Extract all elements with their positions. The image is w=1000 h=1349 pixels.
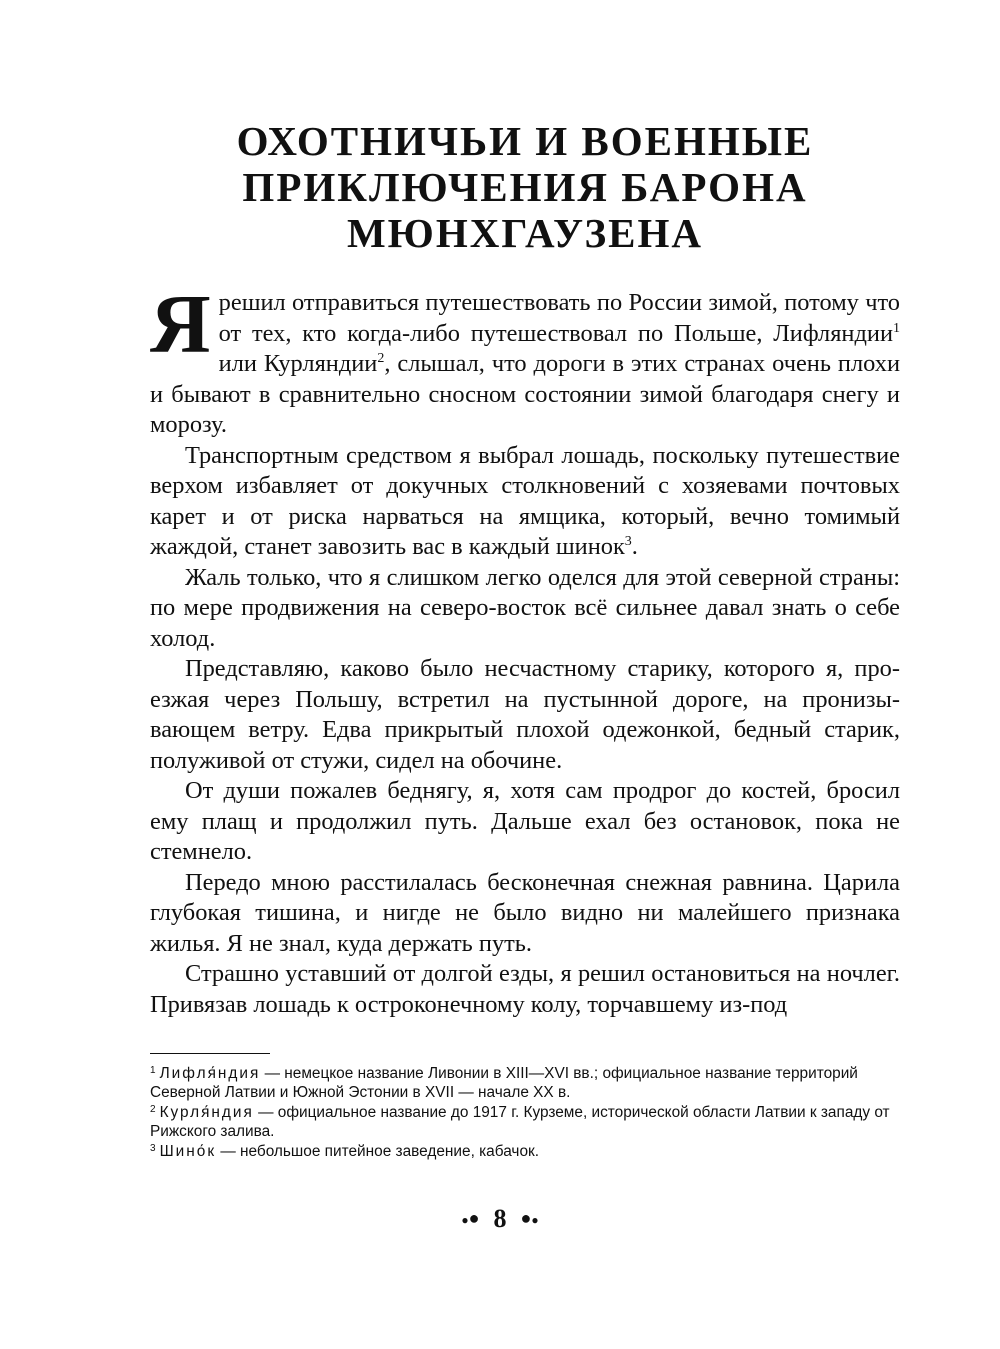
chapter-title	[150, 118, 900, 256]
paragraph-1-text-b: или Курляндии	[218, 350, 378, 377]
footnote-text: — небольшое питейное заведение, кабачок.	[216, 1143, 540, 1160]
footnote-ref-1: 1	[893, 320, 900, 336]
paragraph-1-text-a: решил отправиться путешествовать по России зимой, потому что от тех, кто когда-либо путешествовал по Польше, Лифляндии	[218, 289, 900, 347]
paragraph-7: Страшно уставший от долгой езды, я решил остановиться на ночлег. Привязав лошадь к остроконечному колу, торчавшему из-под	[150, 960, 900, 1018]
paragraph-2-text-a: Транспортным средством я выбрал лошадь, поскольку путешествие верхом избавляет от докучных столкновений с хозяевами почтовых карет и от риска нарваться на ямщика, который, вечно томимый жаждой, станет завозить вас в каждый шинок	[150, 441, 900, 560]
footnote-ref-3: 3	[624, 534, 632, 549]
paragraph-1-text-c: , слышал, что дороги в этих странах очень плохи и бывают в сравнительно сносном состоянии зимой благодаря снегу и морозу.	[150, 350, 900, 438]
footnote-text: — официальное название до 1917 г. Курземе, исторической области Латвии к западу от Рижского залива.	[150, 1104, 890, 1140]
ornament-dots-left-icon: ●●	[461, 1208, 480, 1228]
paragraph-6: Передо мною расстилалась бесконечная снежная равнина. Царила глубокая тишина, и нигде не было видно ни малейшего признака жилья. Я не знал, куда держать путь.	[150, 868, 900, 957]
paragraph-5: От души пожалев беднягу, я, хотя сам продрог до костей, бросил ему плащ и продолжил путь. Дальше ехал без остановок, пока не стемнело.	[150, 777, 900, 865]
footnote-text: — немецкое название Ливонии в XIII—XVI вв.; официальное название территорий Северной Латвии и Южной Эстонии в XVII — начале XX в.	[150, 1065, 858, 1101]
footnote-term: Курля́ндия	[159, 1104, 254, 1121]
chapter-title-line-2: ПРИКЛЮЧЕНИЯ БАРОНА	[242, 164, 808, 210]
footnote-3	[150, 1142, 900, 1161]
footnote-term: Шино́к	[159, 1143, 217, 1160]
paragraph-4: Представляю, каково было несчастному старику, которого я, проезжая через Польшу, встретил на пустынной дороге, на пронизывающем ветру. Едва прикрытый плохой одежонкой, бедный старик, полуживой от стужи, сидел на обочине.	[150, 655, 900, 774]
footnote-1	[150, 1064, 900, 1102]
paragraph-1	[150, 278, 900, 441]
footnote-divider	[150, 1053, 270, 1054]
ornament-dots-right-icon: ●●	[520, 1208, 539, 1228]
body-text	[150, 278, 900, 1020]
paragraph-3: Жаль только, что я слишком легко оделся для этой северной страны: по мере продвижения на северо-восток всё сильнее давал знать о себе холод.	[150, 563, 900, 652]
footnote-2	[150, 1103, 900, 1141]
footnote-number: 2	[150, 1104, 156, 1115]
chapter-title-line-1: ОХОТНИЧЬИ И ВОЕННЫЕ	[236, 118, 814, 164]
footnote-ref-2: 2	[377, 351, 385, 366]
page-number: 8	[493, 1204, 507, 1233]
footnote-number: 3	[150, 1143, 156, 1154]
paragraph-2	[150, 441, 900, 563]
footnote-number: 1	[150, 1065, 156, 1076]
paragraph-2-text-b: .	[631, 533, 638, 560]
footnote-term: Лифля́ндия	[159, 1065, 261, 1082]
page-number-block	[420, 1203, 580, 1235]
chapter-title-line-3: МЮНХГАУЗЕНА	[346, 210, 704, 256]
footnotes	[150, 1064, 900, 1162]
drop-cap: Я	[150, 278, 211, 371]
